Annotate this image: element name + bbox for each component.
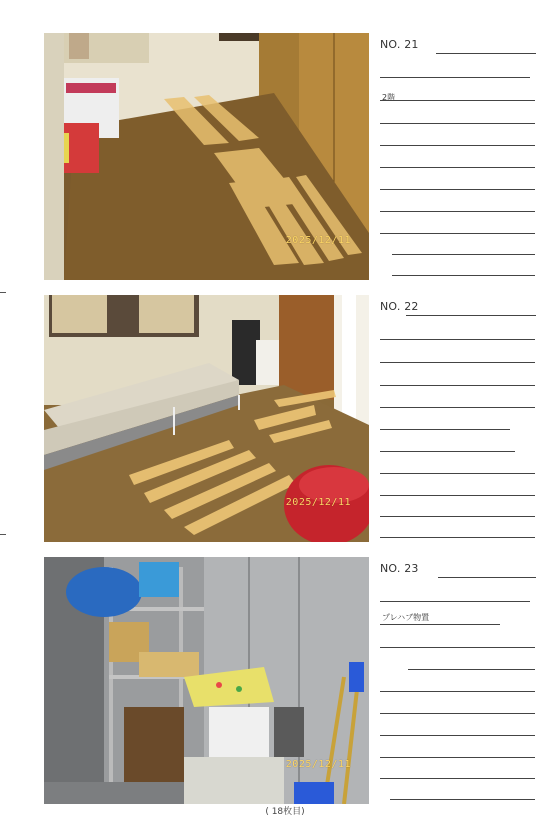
rule [380, 691, 535, 692]
rule [380, 647, 535, 648]
rule [380, 189, 535, 190]
photo-date-stamp: 2025/12/11 [285, 235, 351, 246]
entry-description: 2階 [382, 93, 396, 102]
rule [380, 495, 535, 496]
rule [380, 713, 535, 714]
rule [392, 275, 535, 276]
rule [380, 537, 535, 538]
entry-number: NO. 22 [380, 300, 419, 313]
entry-info-22 [380, 300, 540, 545]
photo-23 [44, 557, 369, 804]
rule [380, 123, 535, 124]
rule [380, 145, 535, 146]
rule [380, 735, 535, 736]
rule [380, 516, 535, 517]
entry-info-21 [380, 38, 540, 283]
photo-date-stamp: 2025/12/11 [285, 497, 351, 508]
entry-description: プレハブ物置 [382, 613, 430, 622]
photo-22 [44, 295, 369, 542]
entry-number: NO. 23 [380, 562, 419, 575]
rule [438, 577, 536, 578]
rule [380, 429, 510, 430]
rule [392, 254, 535, 255]
rule [380, 385, 535, 386]
rule [380, 211, 535, 212]
rule [406, 315, 536, 316]
margin-mark [0, 292, 6, 293]
photo-21 [44, 33, 369, 280]
rule [380, 757, 535, 758]
rule [380, 473, 535, 474]
rule [380, 77, 530, 78]
rule [380, 407, 535, 408]
rule [380, 362, 535, 363]
rule [380, 601, 530, 602]
entry-number: NO. 21 [380, 38, 419, 51]
rule [380, 100, 535, 101]
rule [380, 339, 535, 340]
rule [380, 451, 515, 452]
rule [436, 53, 536, 54]
rule [380, 778, 535, 779]
rule [390, 799, 535, 800]
page-footer: ( 18枚目) [265, 807, 305, 817]
entry-info-23 [380, 562, 540, 807]
margin-mark [0, 534, 6, 535]
rule [380, 233, 535, 234]
rule [380, 624, 500, 625]
rule [408, 669, 535, 670]
rule [380, 167, 535, 168]
photo-date-stamp: 2025/12/11 [285, 759, 351, 770]
